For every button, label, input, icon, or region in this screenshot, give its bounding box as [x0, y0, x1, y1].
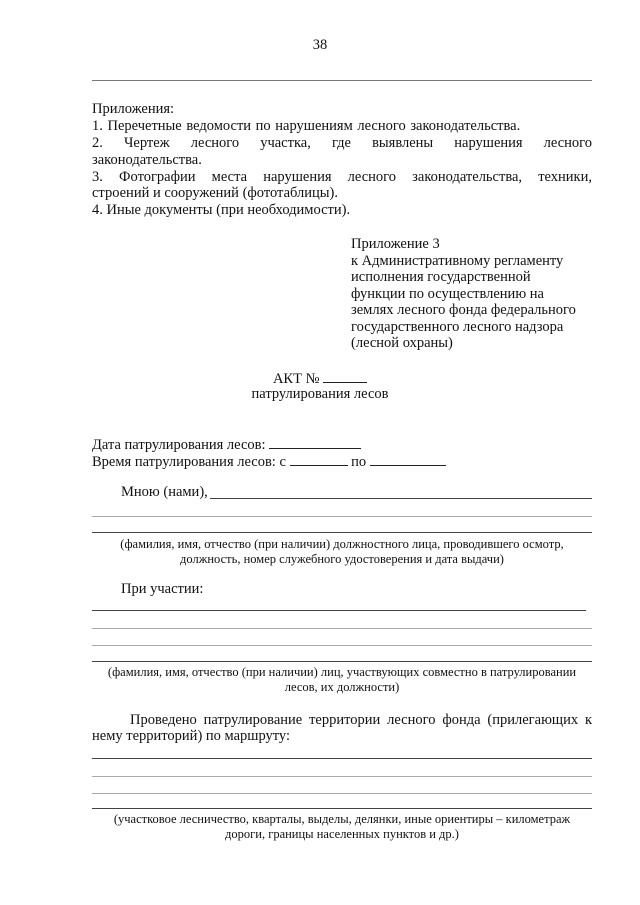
- patrol-time-label: Время патрулирования лесов: с: [92, 454, 286, 470]
- by-me-extra-line[interactable]: [92, 532, 592, 533]
- page-number: 38: [312, 37, 328, 53]
- by-me-extra-line[interactable]: [92, 516, 592, 517]
- by-me-label: Мною (нами),: [121, 484, 208, 500]
- route-field[interactable]: [92, 758, 592, 759]
- participants-field[interactable]: [92, 610, 586, 611]
- patrol-time-to-field[interactable]: [370, 452, 446, 466]
- participants-caption-line-2: лесов, их должности): [284, 680, 400, 694]
- act-subtitle: патрулирования лесов: [251, 386, 389, 402]
- patrol-time-from-field[interactable]: [290, 452, 348, 466]
- route-line-1: Проведено патрулирование территории лесного фонда (прилегающих к: [130, 712, 592, 728]
- appendix-ref-line: функции по осуществлению на: [351, 286, 544, 302]
- attachment-item-2-line-2: законодательства.: [92, 152, 202, 168]
- act-title: [0, 369, 640, 387]
- by-me-field[interactable]: [210, 498, 592, 499]
- patrol-date-row: [92, 435, 361, 453]
- appendix-ref-line: государственного лесного надзора: [351, 319, 564, 335]
- patrol-time-to-label: по: [351, 454, 367, 470]
- attachment-item-1: 1. Перечетные ведомости по нарушениям лесного законодательства.: [92, 118, 521, 134]
- by-me-caption-line-1: (фамилия, имя, отчество (при наличии) должностного лица, проводившего осмотр,: [120, 537, 564, 551]
- appendix-ref-line: исполнения государственной: [351, 269, 531, 285]
- participants-extra-line[interactable]: [92, 628, 592, 629]
- header-divider: [92, 80, 592, 81]
- route-line-2: нему территорий) по маршруту:: [92, 728, 291, 744]
- attachment-item-3-line-1: 3. Фотографии места нарушения лесного законодательства, техники,: [92, 169, 592, 185]
- appendix-ref-line: (лесной охраны): [351, 335, 453, 351]
- participants-extra-line[interactable]: [92, 661, 592, 662]
- route-extra-line[interactable]: [92, 776, 592, 777]
- patrol-time-row: [92, 452, 446, 470]
- route-caption-line-2: дороги, границы населенных пунктов и др.): [225, 827, 459, 841]
- attachment-item-4: 4. Иные документы (при необходимости).: [92, 202, 351, 218]
- appendix-ref-line: Приложение 3: [351, 236, 440, 252]
- act-title-text: АКТ №: [272, 371, 320, 387]
- attachment-item-3-line-2: строений и сооружений (фототаблицы).: [92, 185, 338, 201]
- route-extra-line[interactable]: [92, 793, 592, 794]
- participants-extra-line[interactable]: [92, 645, 592, 646]
- appendix-ref-line: к Административному регламенту: [351, 253, 564, 269]
- attachment-item-2-line-1: 2. Чертеж лесного участка, где выявлены нарушения лесного: [92, 135, 592, 151]
- by-me-caption-line-2: должность, номер служебного удостоверения и дата выдачи): [180, 552, 504, 566]
- route-caption-line-1: (участковое лесничество, кварталы, выделы, делянки, иные ориентиры – километраж: [113, 812, 571, 826]
- participants-caption-line-1: (фамилия, имя, отчество (при наличии) лиц, участвующих совместно в патрулировании: [107, 665, 577, 679]
- patrol-date-field[interactable]: [269, 435, 361, 449]
- act-number-field[interactable]: [323, 369, 367, 383]
- participants-label: При участии:: [121, 581, 204, 597]
- route-extra-line[interactable]: [92, 808, 592, 809]
- attachments-heading: Приложения:: [92, 101, 175, 117]
- patrol-date-label: Дата патрулирования лесов:: [92, 437, 266, 453]
- appendix-ref-line: землях лесного фонда федерального: [351, 302, 576, 318]
